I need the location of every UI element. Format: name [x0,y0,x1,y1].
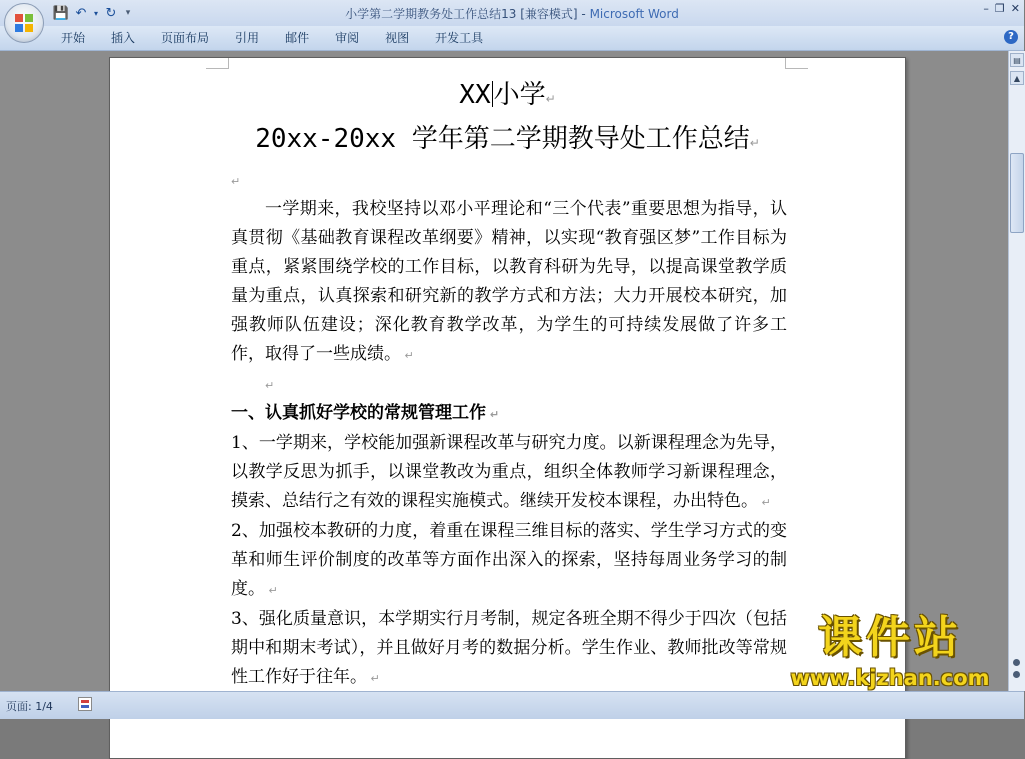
undo-icon[interactable]: ↶ [75,5,87,21]
margin-corner-mark [206,58,229,69]
paragraph-text: 一学期来，我校坚持以邓小平理论和“三个代表”重要思想为指导，认真贯彻《基础教育课程改革纲要》精神，以实现“教育强区梦”工作目标为重点，紧紧围绕学校的工作目标，以教育科研为先导，以提高课堂教学质量为重点，认真探索和研究新的教学方式和方法；大力开展校本研究，加强教师队伍建设；深化教育教学改革，为学生的可持续发展做了许多工作，取得了一些成绩。 [231,199,787,364]
window-controls [983,2,1020,15]
paragraph-mark-icon: ↵ [545,92,556,106]
title-bar [0,0,1024,27]
previous-page-icon[interactable] [1013,659,1020,666]
tab-insert[interactable]: 插入 [111,31,136,45]
paragraph-mark-icon: ↵ [758,496,771,509]
paragraph-mark-icon: ↵ [265,379,275,392]
paragraph-mark-icon: ↵ [401,349,414,362]
window-title [0,5,1024,22]
paragraph-text: 3、强化质量意识，本学期实行月考制，规定各班全期不得少于四次（包括期中和期末考试），并且做好月考的数据分析。学生作业、教师批改等常规性工作好于往年。 [231,609,787,687]
body-paragraph [231,429,787,517]
customize-toolbar-icon[interactable]: ▾ [125,8,131,18]
scroll-up-icon[interactable]: ▲ [1010,71,1024,85]
tab-references[interactable]: 引用 [235,31,260,45]
paragraph-text: 1、一学期来，学校能加强新课程改革与研究力度。以新课程理念为先导，以教学反思为抓手，以课堂教改为重点，组织全体教师学习新课程理念，摸索、总结行之有效的课程实施模式。继续开发校本课程，办出特色。 [231,433,787,511]
tab-developer[interactable]: 开发工具 [435,31,484,45]
title-summary: 20xx-20xx 学年第二学期教导处工作总结 [255,124,750,154]
intro-paragraph [231,195,787,370]
document-title-line-2 [110,118,905,155]
office-button[interactable] [4,3,44,43]
watermark-title: 课件站 [818,612,962,663]
minimize-icon[interactable]: – [983,2,989,15]
watermark-url: www.kjzhan.com [790,666,990,690]
paragraph-text: 2、加强校本教研的力度，着重在课程三维目标的落实、学生学习方式的变革和师生评价制度的改革等方面作出深入的探索，坚持每周业务学习的制度。 [231,521,787,599]
title-school: 小学 [493,80,546,110]
document-title: 小学第二学期教务处工作总结13 [兼容模式] - [345,7,590,21]
tab-mailings[interactable]: 邮件 [285,31,310,45]
save-icon[interactable]: 💾 [52,5,70,21]
tab-view[interactable]: 视图 [385,31,410,45]
paragraph-mark-icon: ↵ [265,584,278,597]
document-body [231,166,787,722]
margin-corner-mark [785,58,808,69]
dropdown-arrow-icon[interactable]: ▾ [93,8,98,18]
help-icon[interactable]: ? [1004,30,1018,44]
text-cursor [492,81,493,107]
tab-page-layout[interactable]: 页面布局 [161,31,210,45]
document-area[interactable] [0,51,1008,691]
paragraph-mark-icon: ↵ [486,408,500,421]
office-logo-icon [14,13,34,33]
empty-paragraph [231,166,787,195]
empty-paragraph [231,370,787,399]
body-paragraph [231,605,787,693]
tab-home[interactable]: 开始 [61,31,86,45]
watermark-logo [775,612,1005,694]
app-name: Microsoft Word [589,7,679,21]
status-bar [0,691,1024,719]
restore-icon[interactable]: ❐ [994,2,1005,15]
select-browse-object-icon[interactable] [1013,671,1020,678]
paragraph-mark-icon: ↵ [749,136,760,150]
close-icon[interactable]: ✕ [1010,2,1020,15]
page-count[interactable]: 页面: 1/4 [6,700,53,713]
paragraph-mark-icon: ↵ [367,672,380,685]
ribbon [0,26,1024,51]
redo-icon[interactable]: ↻ [105,5,117,21]
proofing-status-icon[interactable] [78,697,92,711]
scroll-thumb[interactable] [1010,153,1024,233]
ribbon-tabs [48,30,496,46]
paragraph-mark-icon: ↵ [231,175,241,188]
vertical-scrollbar[interactable] [1008,51,1025,691]
section-heading [231,399,787,429]
document-title-line-1 [110,74,905,111]
tab-review[interactable]: 审阅 [335,31,360,45]
heading-text: 一、认真抓好学校的常规管理工作 [231,403,486,423]
view-ruler-icon[interactable]: ▤ [1010,53,1024,67]
title-xx: XX [459,80,491,110]
body-paragraph [231,517,787,605]
